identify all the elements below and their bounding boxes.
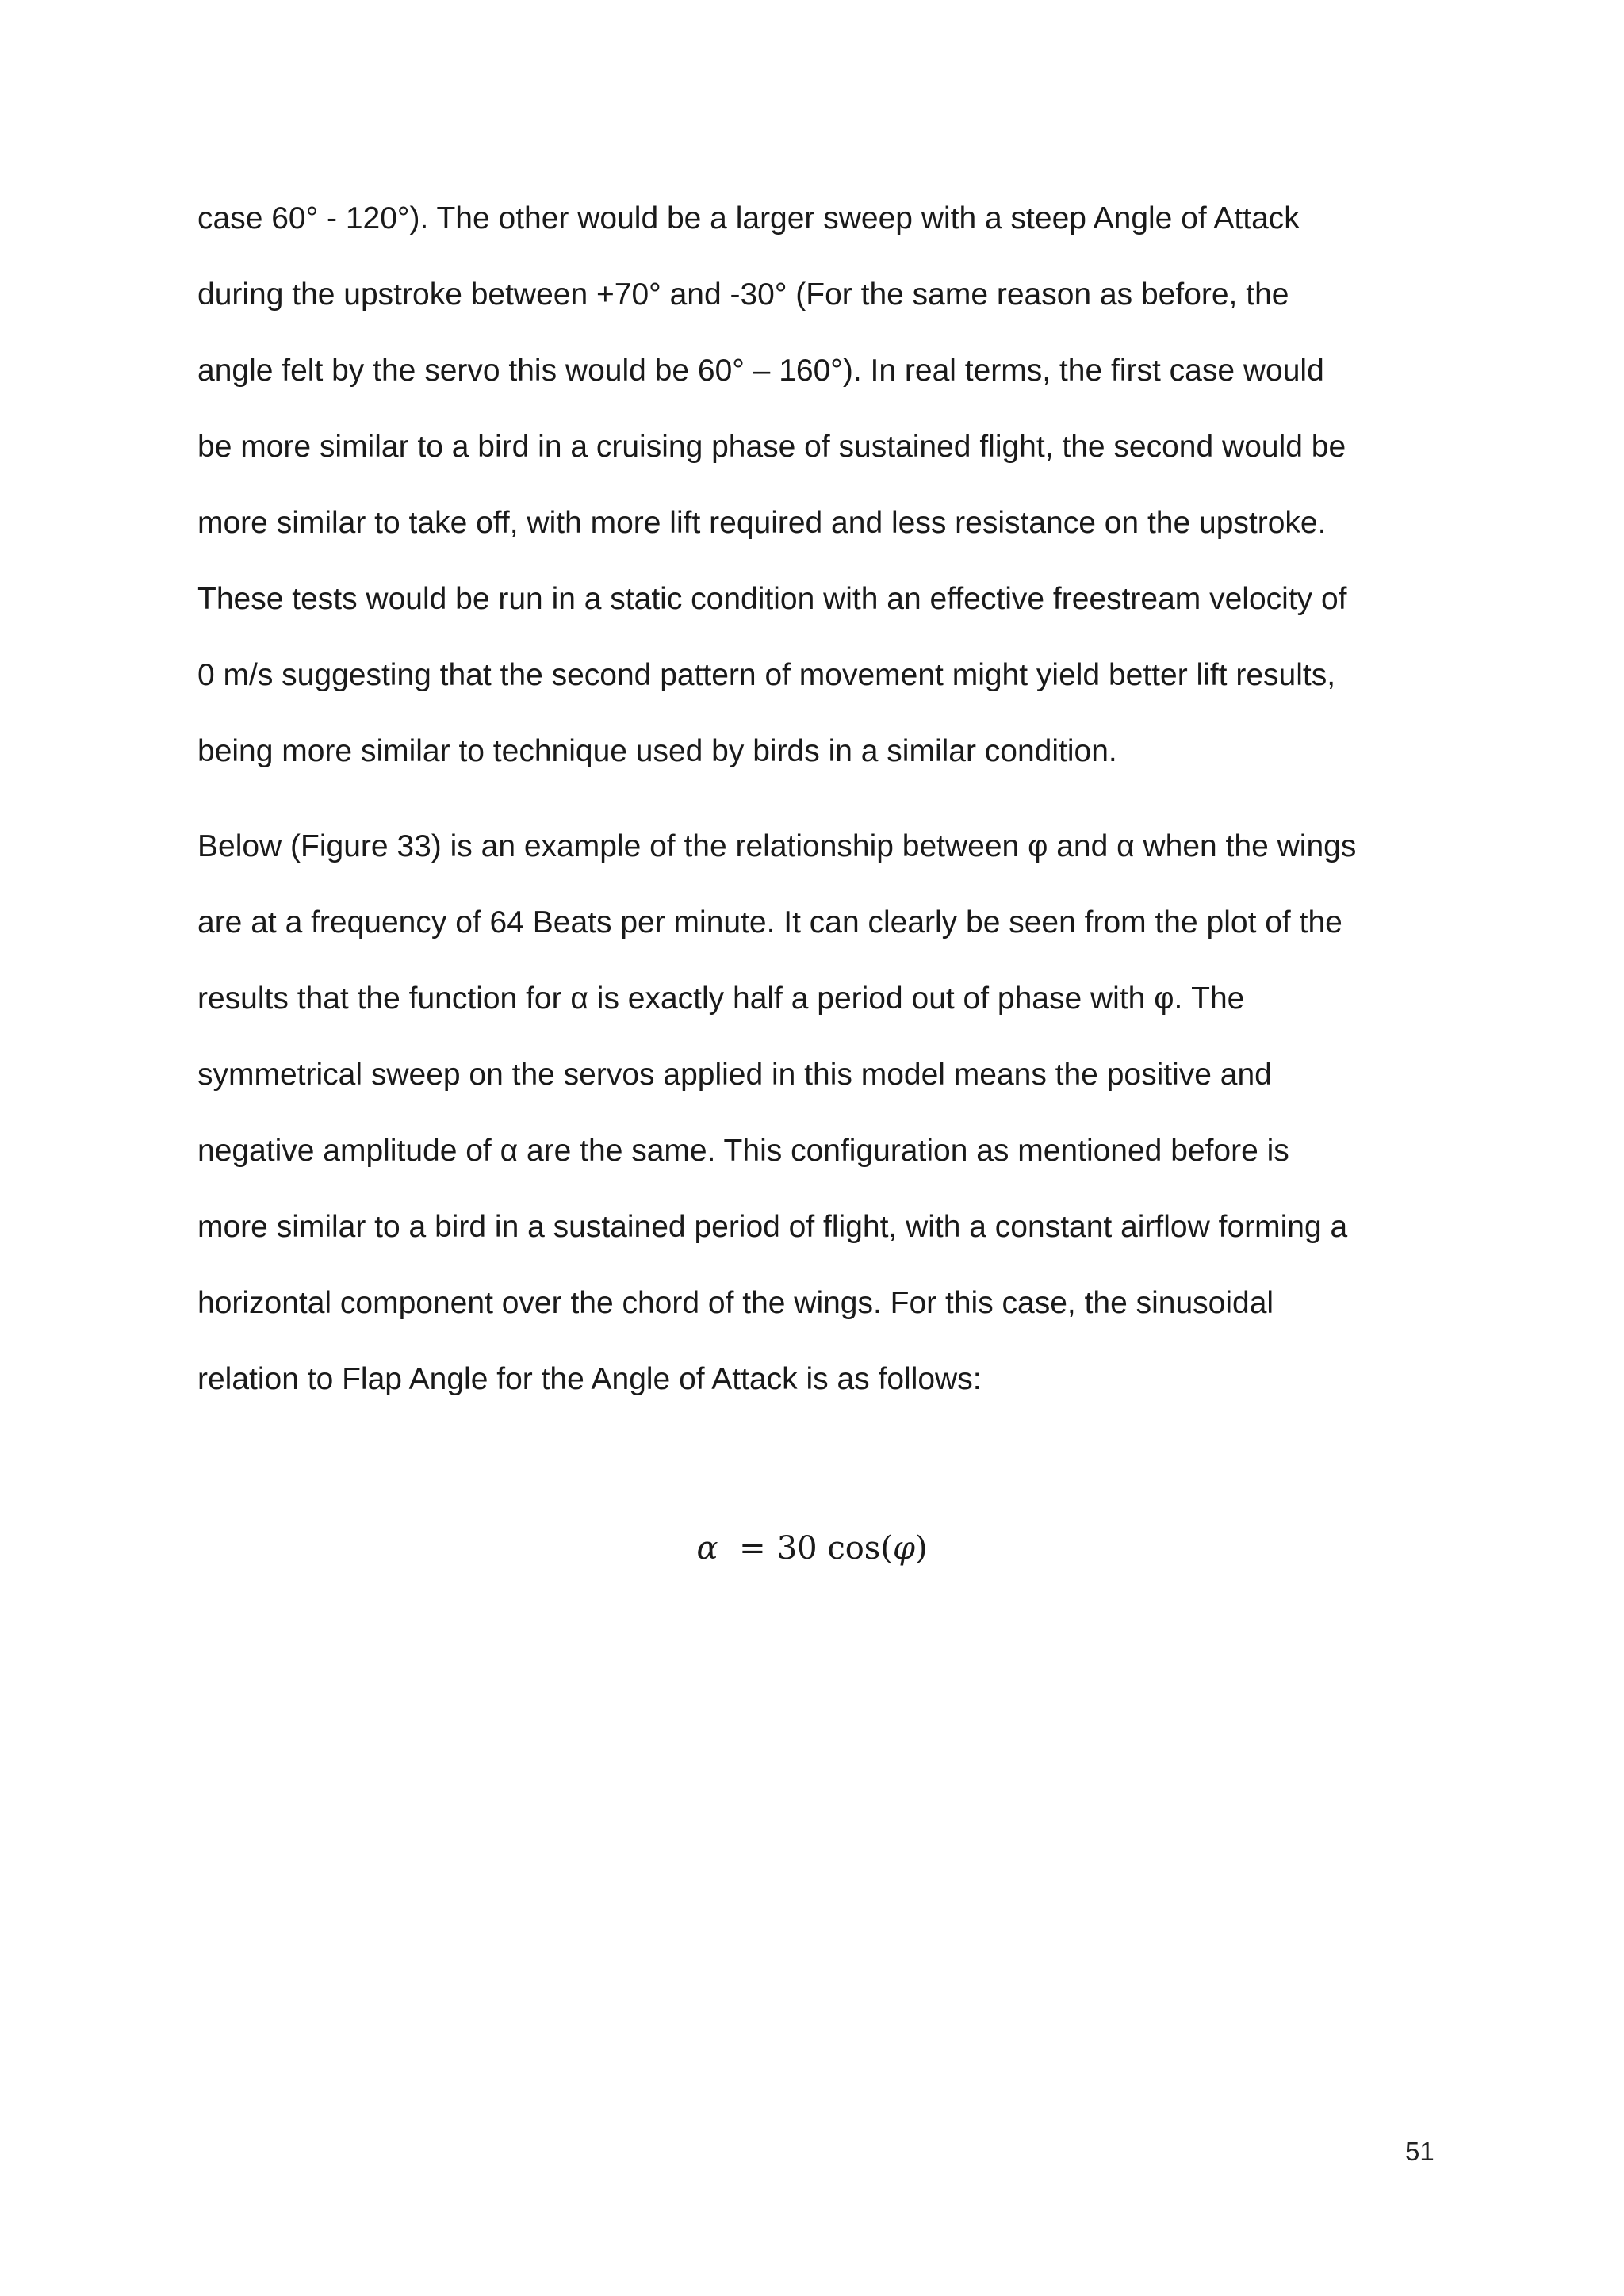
paragraph-2 — [197, 809, 1442, 1418]
equation-operator: = — [739, 1530, 766, 1567]
paragraph-line: being more similar to technique used by birds in a similar condition. — [197, 734, 1117, 768]
paragraph-line: 0 m/s suggesting that the second pattern of movement might yield better lift results, — [197, 658, 1336, 692]
equation — [0, 1530, 1624, 1567]
paragraph-line: These tests would be run in a static condition with an effective freestream velocity of — [197, 582, 1347, 616]
equation-lhs: α — [696, 1530, 718, 1567]
paragraph-line: Below (Figure 33) is an example of the relationship between φ and α when the wings — [197, 829, 1357, 863]
paragraph-line: more similar to take off, with more lift required and less resistance on the upstroke. — [197, 506, 1327, 540]
paragraph-line: case 60° - 120°). The other would be a larger sweep with a steep Angle of Attack — [197, 201, 1300, 235]
paragraph-line: be more similar to a bird in a cruising phase of sustained flight, the second would be — [197, 430, 1346, 464]
paragraph-line: relation to Flap Angle for the Angle of Attack is as follows: — [197, 1362, 982, 1396]
paragraph-line: horizontal component over the chord of the wings. For this case, the sinusoidal — [197, 1286, 1274, 1320]
equation-coefficient: 30 — [776, 1530, 818, 1567]
equation-function: cos — [827, 1530, 881, 1567]
equation-argument: φ — [892, 1530, 915, 1567]
equation-close-paren: ) — [914, 1530, 928, 1567]
page-number: 51 — [1405, 2137, 1434, 2166]
paragraph-line: are at a frequency of 64 Beats per minute. It can clearly be seen from the plot of the — [197, 905, 1342, 939]
paragraph-1 — [197, 181, 1442, 790]
paragraph-line: more similar to a bird in a sustained period of flight, with a constant airflow forming a — [197, 1210, 1348, 1244]
paragraph-line: symmetrical sweep on the servos applied in this model means the positive and — [197, 1058, 1272, 1092]
paragraph-line: results that the function for α is exactly half a period out of phase with φ. The — [197, 982, 1245, 1016]
equation-open-paren: ( — [880, 1530, 893, 1567]
paragraph-line: during the upstroke between +70° and -30° (For the same reason as before, the — [197, 277, 1289, 312]
paragraph-line: negative amplitude of α are the same. This configuration as mentioned before is — [197, 1134, 1289, 1168]
paragraph-line: angle felt by the servo this would be 60° – 160°). In real terms, the first case would — [197, 354, 1324, 388]
